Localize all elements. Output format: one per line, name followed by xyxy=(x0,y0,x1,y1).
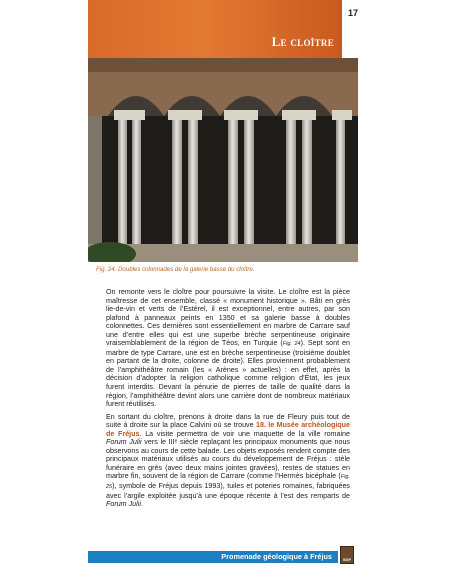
cloister-photo xyxy=(88,58,358,262)
body-text xyxy=(106,288,350,513)
paragraph-cloister: On remonte vers le cloître pour poursuivre la visite. Le cloître est la pièce maîtresse de cet ensemble, classé « monument historique ». Bâti en grès lie-de-vin et verts de l’Estérel, il est exceptionnel, entre autres, par son plafond à panneaux peints en 1350 et sa galerie basse à doubles colonnettes. Ces dernières sont essentiellement en marbre de Carrare sauf une d’entre elles qui est une superbe brèche serpentineuse originaire vraisemblablement de la région de Téos, en Turquie (Fig. 24). Sept sont en marbre de type Carrare, une est en brèche serpentineuse (troisième doublet en partant de la droite, colonne de droite). Elles proviennent probablement de l’amphithéâtre romain (les « Arènes » actuelles) : en effet, après la décision d’adopter la religion catholique comme religion d’État, les jeux furent interdits. Devant la pénurie de pierres de taille de qualité dans la région, l’amphithéâtre devint alors une carrière dont de nombreux matériaux furent réutilisés. xyxy=(106,288,350,409)
section-title: Le cloître xyxy=(271,34,334,49)
figure-reference: Fig. 25 xyxy=(106,474,350,491)
paragraph-museum: En sortant du cloître, prenons à droite dans la rue de Fleury puis tout de suite à droite sur la place Calvini où se trouve 18. le Musée archéologique de Fréjus. La visite permettra de voir une maquette de la ville romaine Forum Julii vers le IIIᵉ siècle replaçant les principaux monuments que nous observons au cours de cette balade. Les objets exposés rendent compte des principaux matériaux utilisés au cours du développement de Fréjus : stèle funéraire en grès (avec deux mains jointes gravées), restes de statues en marbre fin, souvent de la région de Carrare (comme l’Hermès bicéphale (Fig. 25), symbole de Fréjus depuis 1993), tuiles et poteries romaines, fabriquées avec l’argile exploitée jusqu’à une époque récente à l’est des remparts de Forum Julii. xyxy=(106,412,351,509)
logo-text: SGF xyxy=(342,557,352,562)
footer-band xyxy=(88,551,338,563)
figure-reference: Fig. 24 xyxy=(282,341,301,348)
figure-caption: Fig. 24. Doubles colonnades de la galerie basse du cloître. xyxy=(96,266,255,273)
museum-highlight: 18. le Musée archéologique de Fréjus xyxy=(106,421,350,438)
header-band xyxy=(88,0,342,58)
footer-title: Promenade géologique à Fréjus xyxy=(221,552,332,561)
sgf-logo xyxy=(340,546,354,564)
page-number: 17 xyxy=(348,8,359,18)
